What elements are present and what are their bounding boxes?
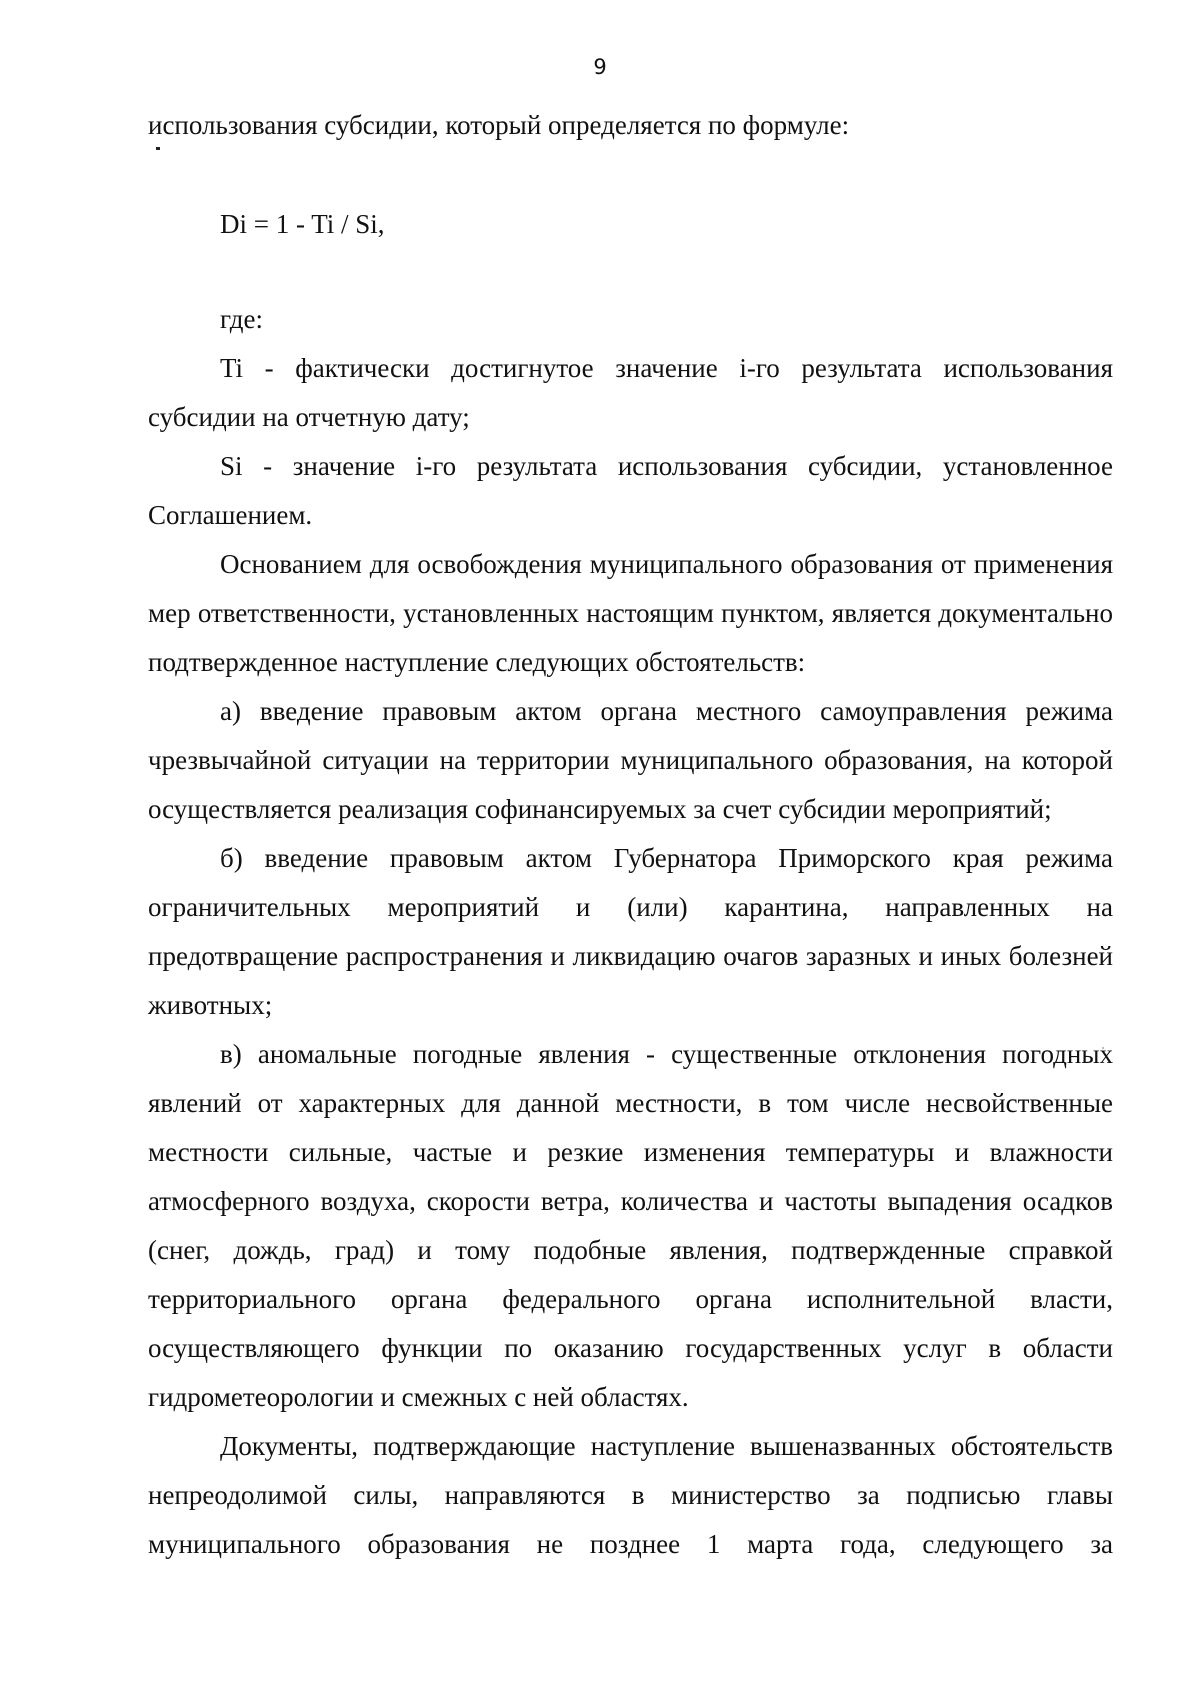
paragraph-item-v: в) аномальные погодные явления - существенные отклонения погодных явлений от характерных для данной местности, в том числе несвойственные местности сильные, частые и резкие изменения температуры и влажности атмосферного воздуха, скорости ветра, количества и частоты выпадения осадков (снег, дождь, град) и тому подобные явления, подтвержденные справкой территориального органа федерального органа исполнительной власти, осуществляющего функции по оказанию государственных услуг в области гидрометеорологии и смежных с ней областях. <box>148 1039 1113 1412</box>
paragraph-item-b: б) введение правовым актом Губернатора Приморского края режима ограничительных мероприятий и (или) карантина, направленных на предотвращение распространения и ликвидацию очагов заразных и иных болезней животных; <box>148 843 1113 1020</box>
paragraph-basis: Основанием для освобождения муниципального образования от применения мер ответственности, установленных настоящим пунктом, является документально подтвержденное наступление следующих обстоятельств: <box>148 549 1113 677</box>
paragraph-continuation: использования субсидии, который определяется по формуле: <box>148 110 850 140</box>
paragraph-ti-definition: Ti - фактически достигнутое значение i-го результата использования субсидии на отчетную дату; <box>148 353 1113 432</box>
document-body <box>148 101 1113 1569</box>
where-label: где: <box>220 304 263 334</box>
paragraph-item-a: а) введение правовым актом органа местного самоуправления режима чрезвычайной ситуации на территории муниципального образования, на которой осуществляется реализация софинансируемых за счет субсидии мероприятий; <box>148 696 1113 824</box>
formula: Di = 1 - Ti / Si, <box>220 209 385 239</box>
paragraph-documents: Документы, подтверждающие наступление вышеназванных обстоятельств непреодолимой силы, направляются в министерство за подписью главы муниципального образования не позднее 1 марта года, следующего за <box>148 1431 1113 1559</box>
page-number: 9 <box>593 55 607 79</box>
paragraph-si-definition: Si - значение i-го результата использования субсидии, установленное Соглашением. <box>148 451 1113 530</box>
